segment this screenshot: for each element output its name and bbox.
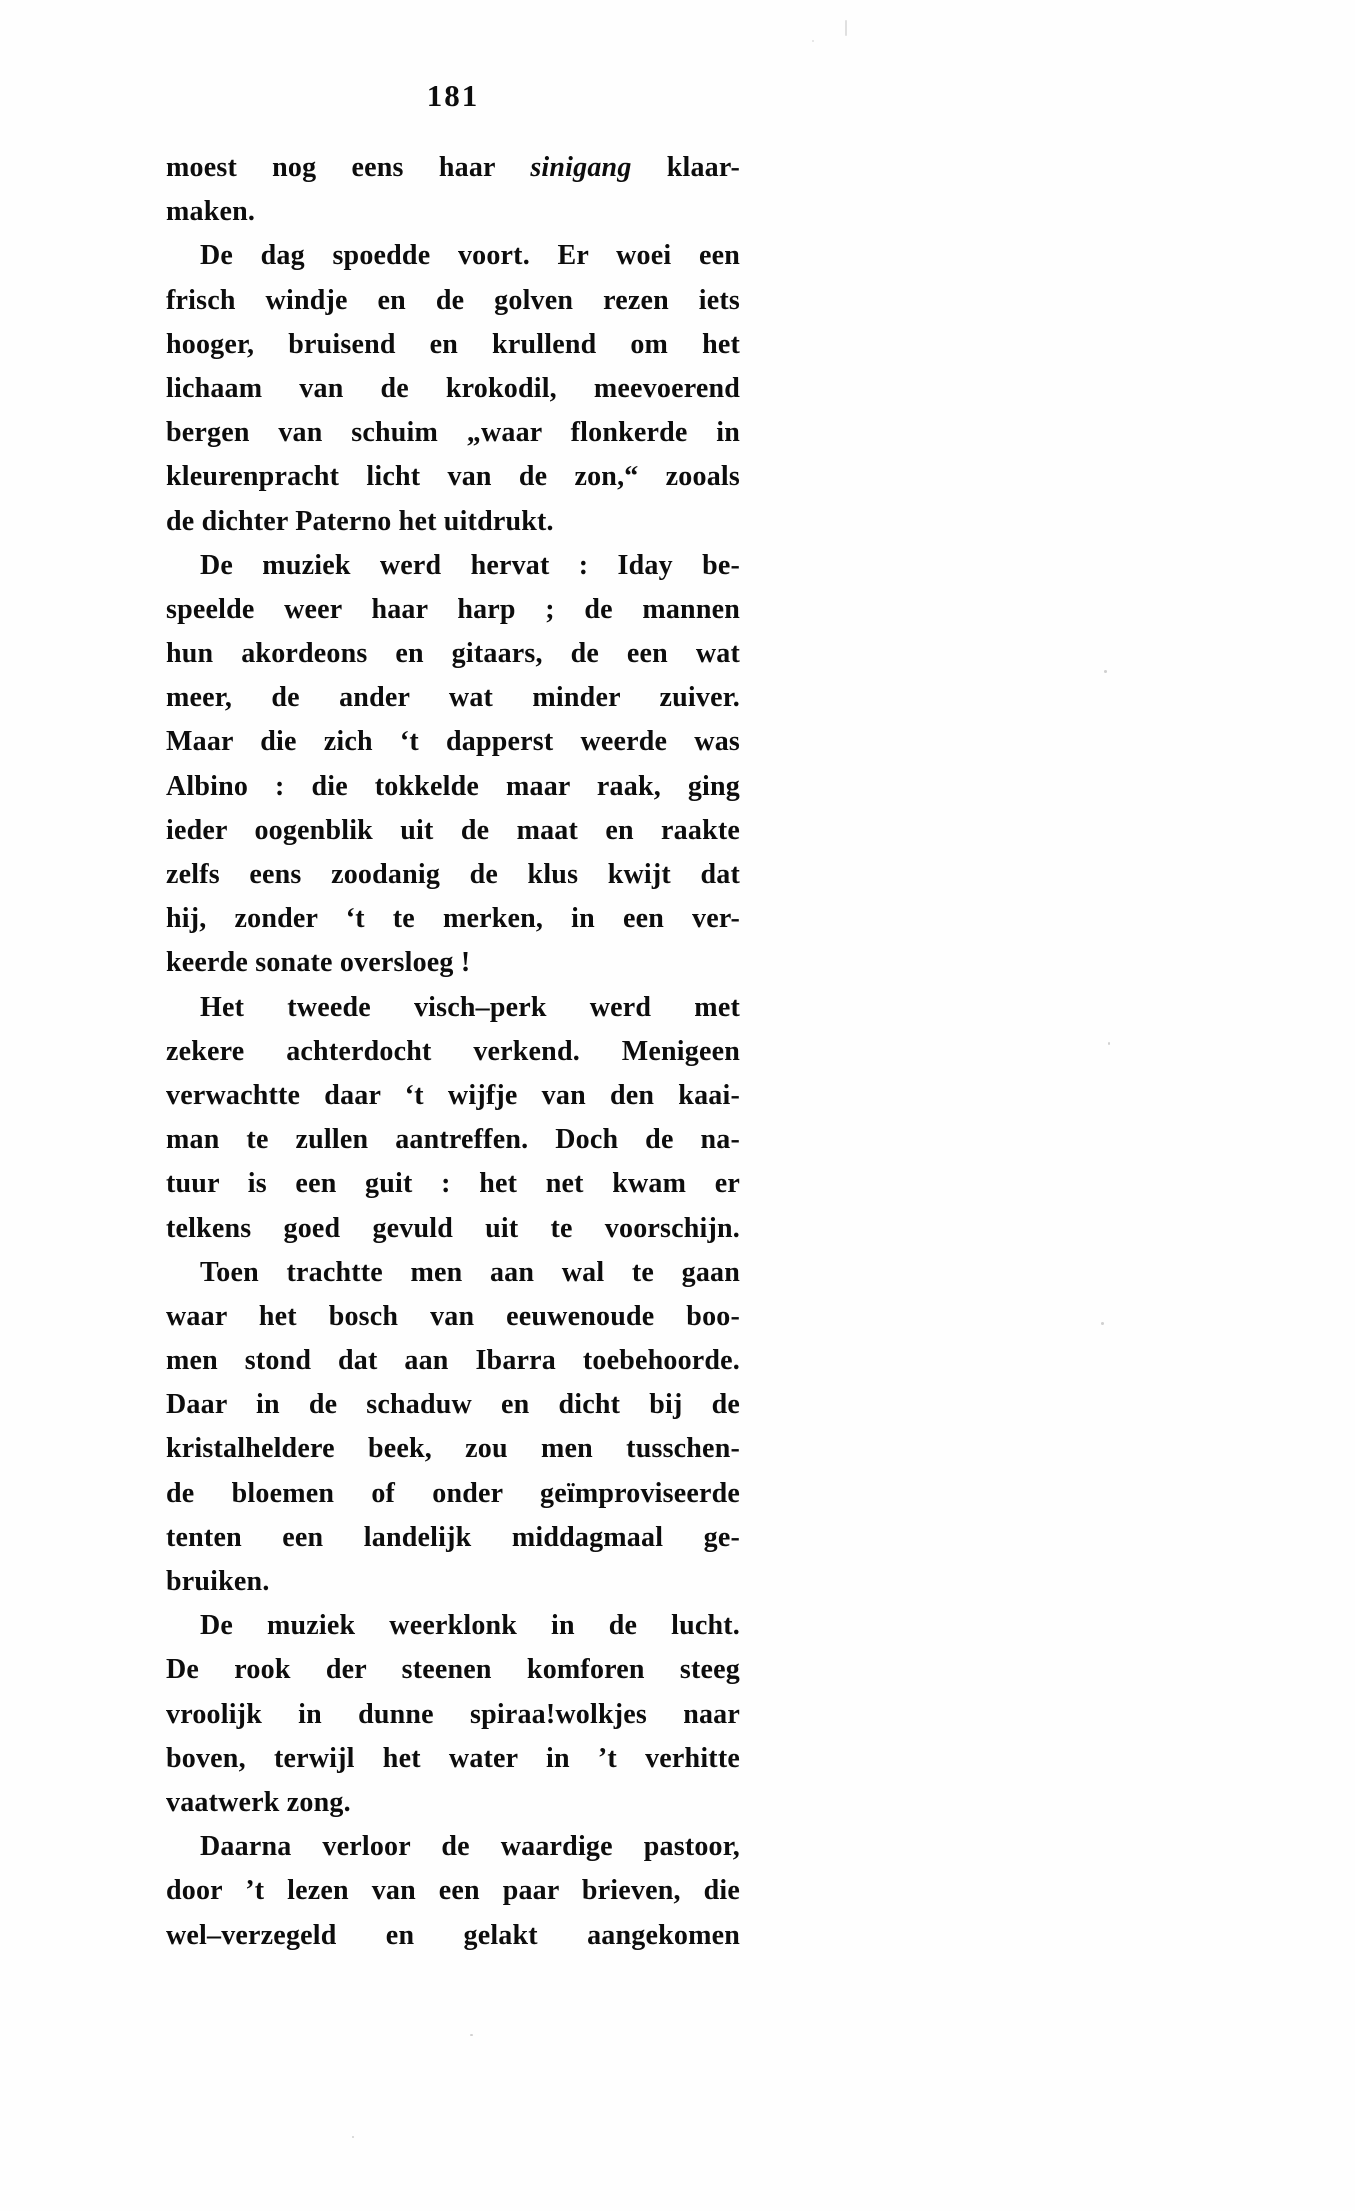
text-line [166,1339,740,1383]
page-text [166,146,740,1958]
text-segment: lichaam van de krokodil, meevoerend [166,372,740,404]
scan-artifact [812,40,814,42]
text-line [166,1693,740,1737]
text-segment: telkens goed gevuld uit te voorschijn. [166,1212,740,1244]
text-line [166,720,740,764]
text-line [166,1074,740,1118]
scan-artifact [1101,1322,1104,1325]
text-line [166,897,740,941]
text-segment: Maar die zich ‘t dapperst weerde was [166,726,740,758]
text-segment: de bloemen of onder geïmproviseerde [166,1477,740,1509]
text-line [166,588,740,632]
text-segment: maken. [166,196,256,228]
text-segment: keerde sonate oversloeg ! [166,947,471,979]
text-segment: meer, de ander wat minder zuiver. [166,682,740,714]
text-line [166,853,740,897]
text-segment: wel–verzegeld en gelakt aangekomen [166,1919,740,1951]
text-segment: man te zullen aantreffen. Doch de na- [166,1124,740,1156]
text-line [166,146,740,190]
text-line [166,632,740,676]
text-segment: verwachtte daar ‘t wijfje van den kaai- [166,1079,740,1111]
text-segment: kristalheldere beek, zou men tusschen- [166,1433,740,1465]
text-segment: vaatwerk zong. [166,1786,351,1818]
text-segment: ieder oogenblik uit de maat en raakte [166,814,740,846]
text-segment: hij, zonder ‘t te merken, in een ver- [166,903,740,935]
text-segment: vroolijk in dunne spiraa!wolkjes naar [166,1698,740,1730]
text-segment: zelfs eens zoodanig de klus kwijt dat [166,859,740,890]
italic-word: sinigang [530,152,632,183]
text-line [166,1472,740,1516]
text-segment: De dag spoedde voort. Er woei een [200,240,740,272]
text-segment: De rook der steenen komforen steeg [166,1654,740,1686]
text-segment: moest nog eens haar [166,152,531,183]
text-line [166,986,740,1030]
text-line [166,941,740,985]
text-line [166,1737,740,1781]
text-line [166,1560,740,1604]
text-segment: tenten een landelijk middagmaal ge- [166,1521,740,1553]
scan-artifact [1104,670,1107,673]
text-line [166,500,740,544]
scan-artifact [352,2136,354,2138]
text-line [166,1383,740,1427]
text-line [166,1648,740,1692]
text-segment: Daarna verloor de waardige pastoor, [200,1831,740,1863]
text-line [166,234,740,278]
text-segment: frisch windje en de golven rezen iets [166,284,740,316]
text-line [166,1251,740,1295]
text-segment: hooger, bruisend en krullend om het [166,328,740,360]
text-line [166,367,740,411]
text-segment: tuur is een guit : het net kwam er [166,1168,740,1200]
text-line [166,1825,740,1869]
text-line [166,411,740,455]
text-line [166,676,740,720]
text-line [166,1869,740,1913]
text-line [166,1295,740,1339]
scan-artifact [845,20,847,36]
text-segment: De muziek weerklonk in de lucht. [200,1610,740,1642]
text-segment: Daar in de schaduw en dicht bij de [166,1389,740,1421]
page-number: 181 [426,78,480,113]
scan-artifact [1108,1042,1110,1045]
text-line [166,809,740,853]
text-line [166,190,740,234]
text-segment: waar het bosch van eeuwenoude boo- [166,1300,740,1332]
text-segment: men stond dat aan Ibarra toebehoorde. [166,1345,740,1377]
text-segment: Het tweede visch–perk werd met [200,991,740,1023]
text-segment: bruiken. [166,1566,270,1597]
text-segment: kleurenpracht licht van de zon,“ zooals [166,461,740,493]
text-line [166,455,740,499]
text-segment: de dichter Paterno het uitdrukt. [166,505,554,537]
text-line [166,1427,740,1471]
text-line [166,1914,740,1958]
text-line [166,1207,740,1251]
text-line [166,1118,740,1162]
scan-artifact [470,2034,473,2036]
text-segment: Albino : die tokkelde maar raak, ging [166,770,740,802]
text-segment: hun akordeons en gitaars, de een wat [166,638,740,670]
text-line [166,765,740,809]
text-segment: Toen trachtte men aan wal te gaan [200,1256,740,1288]
text-line [166,1030,740,1074]
text-segment: door ’t lezen van een paar brieven, die [166,1875,740,1907]
text-line [166,1516,740,1560]
text-line [166,1604,740,1648]
text-segment: klaar- [631,152,740,183]
text-line [166,323,740,367]
text-line [166,279,740,323]
text-segment: zekere achterdocht verkend. Menigeen [166,1035,740,1067]
text-line [166,1162,740,1206]
text-segment: bergen van schuim „waar flonkerde in [166,417,740,449]
text-line [166,1781,740,1825]
text-line [166,544,740,588]
text-segment: boven, terwijl het water in ’t verhitte [166,1742,740,1774]
text-segment: De muziek werd hervat : Iday be- [200,549,740,581]
text-segment: speelde weer haar harp ; de mannen [166,593,740,625]
